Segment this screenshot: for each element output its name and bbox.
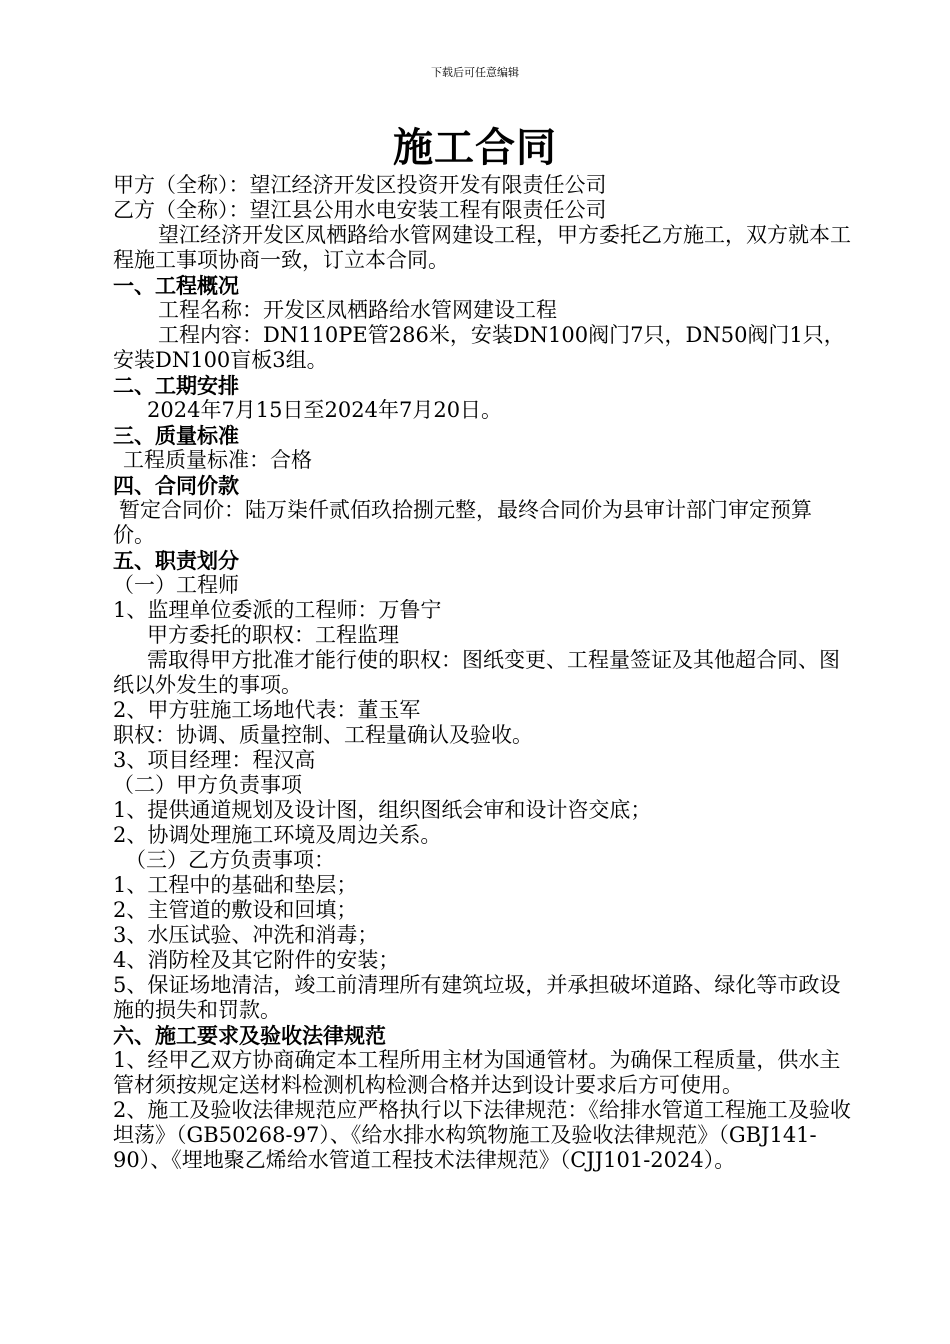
section-heading-quality: 三、质量标准 — [113, 423, 239, 448]
party-b-item-5: 5、保证场地清洁，竣工前清理所有建筑垃圾，并承担破坏道路、绿化等市政设施的损失和罚款。 — [113, 973, 841, 1022]
requirement-1: 1、经甲乙双方协商确定本工程所用主材为国通管材。为确保工程质量，供水主管材须按规定送材料检测机构检测合格并达到设计要求后方可使用。 — [113, 1048, 841, 1097]
contract-body — [113, 173, 853, 1173]
engineer-authority: 甲方委托的职权：工程监理 — [147, 623, 399, 647]
subsection-engineer: （一）工程师 — [113, 573, 239, 597]
intro-paragraph: 望江经济开发区凤栖路给水管网建设工程，甲方委托乙方施工，双方就本工程施工事项协商一致，订立本合同。 — [113, 223, 851, 272]
subsection-party-a: （二）甲方负责事项 — [113, 773, 302, 797]
representative-authority: 职权：协调、质量控制、工程量确认及验收。 — [113, 723, 533, 747]
engineer-item-3: 3、项目经理：程汉高 — [113, 748, 316, 772]
section-heading-price: 四、合同价款 — [113, 473, 239, 498]
schedule-period: 2024年7月15日至2024年7月20日。 — [147, 398, 503, 422]
subsection-party-b: （三）乙方负责事项： — [125, 848, 335, 872]
party-b: 乙方（全称）：望江县公用水电安装工程有限责任公司 — [113, 198, 607, 222]
party-a-item-1: 1、提供通道规划及设计图，组织图纸会审和设计咨交底； — [113, 798, 652, 822]
section-heading-schedule: 二、工期安排 — [113, 373, 239, 398]
party-a-item-2: 2、协调处理施工环境及周边关系。 — [113, 823, 442, 847]
party-a: 甲方（全称）：望江经济开发区投资开发有限责任公司 — [113, 173, 607, 197]
header-note: 下载后可任意编辑 — [431, 66, 519, 79]
section-heading-overview: 一、工程概况 — [113, 273, 239, 298]
contract-title: 施工合同 — [393, 124, 557, 171]
section-heading-requirements: 六、施工要求及验收法律规范 — [113, 1023, 386, 1048]
engineer-approval: 需取得甲方批准才能行使的职权：图纸变更、工程量签证及其他超合同、图纸以外发生的事项。 — [113, 648, 840, 697]
requirement-2: 2、施工及验收法律规范应严格执行以下法律规范：《给排水管道工程施工及验收坦荡》（GB50268-97）、《给水排水构筑物施工及验收法律规范》（GBJ141-90）、《埋地聚乙烯给水管道工程技术法律规范》（CJJ101-2024）。 — [113, 1098, 851, 1172]
contract-price: 暂定合同价：陆万柒仟贰佰玖拾捌元整，最终合同价为县审计部门审定预算价。 — [113, 498, 812, 547]
project-content: 工程内容：DN110PE管286米，安装DN100阀门7只，DN50阀门1只，安装DN100盲板3组。 — [113, 323, 845, 372]
engineer-item-1: 1、监理单位委派的工程师：万鲁宁 — [113, 598, 442, 622]
party-b-item-1: 1、工程中的基础和垫层； — [113, 873, 358, 897]
section-heading-responsibilities: 五、职责划分 — [113, 548, 239, 573]
project-name: 工程名称：开发区凤栖路给水管网建设工程 — [158, 298, 557, 322]
party-b-item-2: 2、主管道的敷设和回填； — [113, 898, 358, 922]
party-b-item-4: 4、消防栓及其它附件的安装； — [113, 948, 400, 972]
party-b-item-3: 3、水压试验、冲洗和消毒； — [113, 923, 379, 947]
quality-standard: 工程质量标准：合格 — [123, 448, 312, 472]
engineer-item-2: 2、甲方驻施工场地代表：董玉军 — [113, 698, 421, 722]
